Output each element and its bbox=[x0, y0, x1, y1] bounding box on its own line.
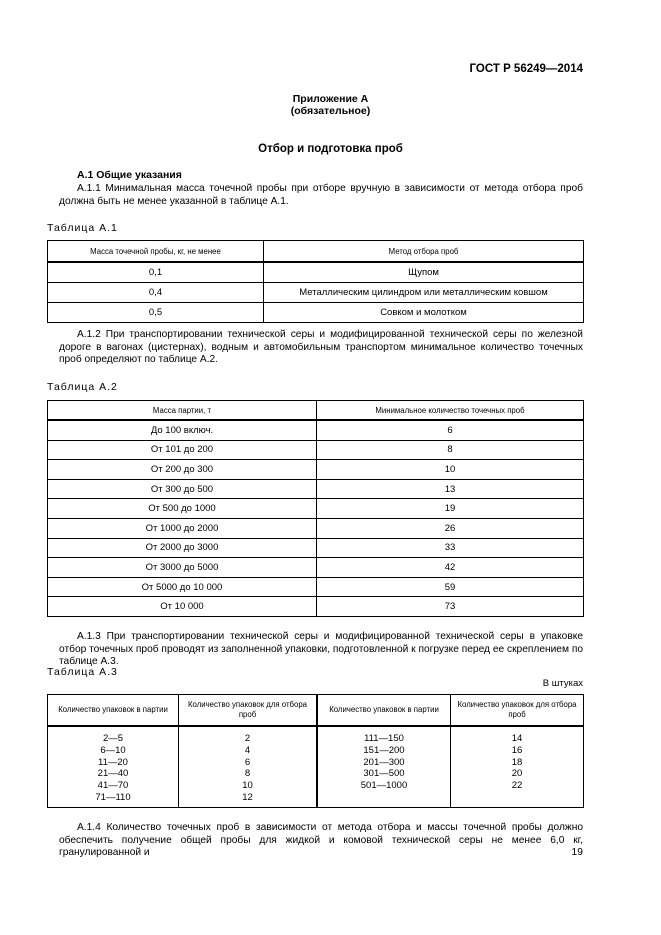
standard-number: ГОСТ Р 56249—2014 bbox=[469, 63, 583, 75]
table-cell: Совком и молотком bbox=[264, 303, 584, 323]
section-heading: А.1 Общие указания bbox=[77, 169, 182, 181]
table-cell: От 1000 до 2000 bbox=[48, 518, 317, 538]
table-a3-caption: Таблица А.3 bbox=[47, 666, 118, 678]
table-a2 bbox=[47, 400, 584, 617]
table-row bbox=[48, 577, 584, 597]
table-row bbox=[48, 538, 584, 558]
table-cell: 19 bbox=[317, 499, 584, 519]
table-cell: 41—70 bbox=[97, 780, 129, 792]
paragraph-a111: А.1.1 Минимальная масса точечной пробы при отборе вручную в зависимости от метода отбора проб должна быть не менее указанной в таблице А.1. bbox=[59, 183, 583, 207]
table-cell: От 101 до 200 bbox=[48, 440, 317, 460]
paragraph-a114: А.1.4 Количество точечных проб в зависимости от метода отбора и массы точечной пробы должно обеспечить получение общей пробы для жидкой и комовой технической серы не менее 6,0 кг, гранулированной и bbox=[59, 822, 583, 859]
table-cell: От 300 до 500 bbox=[48, 479, 317, 499]
table-cell: От 2000 до 3000 bbox=[48, 538, 317, 558]
table-cell: 18 bbox=[511, 756, 523, 768]
table-a3-unit: В штуках bbox=[542, 678, 583, 689]
table-row bbox=[48, 518, 584, 538]
table-cell: 59 bbox=[317, 577, 584, 597]
table-a3-col1 bbox=[48, 726, 179, 807]
table-a3-col2 bbox=[179, 726, 318, 807]
table-cell: 201—300 bbox=[363, 756, 405, 768]
table-row bbox=[48, 479, 584, 499]
table-cell: 21—40 bbox=[97, 768, 129, 780]
table-cell: 42 bbox=[317, 558, 584, 578]
table-cell: 111—150 bbox=[364, 733, 404, 744]
table-header: Количество упаковок в партии bbox=[317, 695, 451, 727]
table-cell: От 10 000 bbox=[48, 597, 317, 617]
table-cell: 73 bbox=[317, 597, 584, 617]
table-a3 bbox=[47, 694, 584, 808]
table-header: Масса партии, т bbox=[48, 401, 317, 421]
table-row bbox=[48, 597, 584, 617]
table-cell: 10 bbox=[317, 460, 584, 480]
table-cell: 13 bbox=[317, 479, 584, 499]
page-title: Отбор и подготовка проб bbox=[258, 143, 403, 155]
table-row bbox=[48, 283, 584, 303]
table-row bbox=[48, 726, 584, 807]
table-cell: 8 bbox=[244, 768, 251, 780]
table-header: Количество упаковок в партии bbox=[48, 695, 179, 727]
table-header: Метод отбора проб bbox=[264, 241, 584, 263]
table-cell: Металлическим цилиндром или металлическим ковшом bbox=[264, 283, 584, 303]
table-row bbox=[48, 460, 584, 480]
table-cell: 20 bbox=[511, 768, 523, 780]
table-header: Количество упаковок для отбора проб bbox=[179, 695, 318, 727]
table-cell: 6 bbox=[244, 756, 251, 768]
table-cell: 151—200 bbox=[363, 744, 405, 756]
table-row bbox=[48, 420, 584, 440]
table-row bbox=[48, 558, 584, 578]
table-cell: Щупом bbox=[264, 262, 584, 283]
table-cell: 2—5 bbox=[102, 733, 124, 744]
table-cell: 501—1000 bbox=[360, 780, 408, 792]
table-cell: От 500 до 1000 bbox=[48, 499, 317, 519]
table-row bbox=[48, 499, 584, 519]
table-cell: 301—500 bbox=[363, 768, 405, 780]
paragraph-a113: А.1.3 При транспортировании технической серы и модифицированной технической серы в упаковке отбор точечных проб проводят из заполненной упаковки, подготовленной к погрузке перед ее скреплением по таблице А.3. bbox=[59, 631, 583, 668]
table-cell: От 5000 до 10 000 bbox=[48, 577, 317, 597]
table-a2-caption: Таблица А.2 bbox=[47, 381, 118, 393]
table-cell: 26 bbox=[317, 518, 584, 538]
table-cell: 6—10 bbox=[100, 744, 126, 756]
table-cell: 2 bbox=[244, 733, 251, 744]
table-a1-caption: Таблица А.1 bbox=[47, 222, 118, 234]
page-number: 19 bbox=[571, 846, 583, 858]
table-cell: До 100 включ. bbox=[48, 420, 317, 440]
appendix-title: Приложение А bbox=[292, 93, 369, 105]
table-header: Минимальное количество точечных проб bbox=[317, 401, 584, 421]
table-row bbox=[48, 440, 584, 460]
table-row bbox=[48, 262, 584, 283]
table-cell: 12 bbox=[242, 791, 253, 803]
table-row bbox=[48, 303, 584, 323]
table-a3-col3 bbox=[317, 726, 451, 807]
table-cell: 22 bbox=[511, 780, 523, 792]
table-cell: 33 bbox=[317, 538, 584, 558]
table-cell: 14 bbox=[511, 733, 523, 744]
table-a1 bbox=[47, 240, 584, 323]
table-cell: 0,5 bbox=[48, 303, 264, 323]
table-cell: 4 bbox=[244, 744, 251, 756]
paragraph-a112: А.1.2 При транспортировании технической серы и модифицированной технической серы по железной дороге в вагонах (цистернах), водным и автомобильным транспортом минимальное количество точечных проб определяют по таблице А.2. bbox=[59, 329, 583, 366]
table-cell: От 3000 до 5000 bbox=[48, 558, 317, 578]
table-cell: 71—110 bbox=[95, 791, 131, 803]
table-cell: 16 bbox=[511, 744, 523, 756]
table-a3-col4 bbox=[451, 726, 584, 807]
table-cell: От 200 до 300 bbox=[48, 460, 317, 480]
table-cell: 0,1 bbox=[48, 262, 264, 283]
table-cell: 8 bbox=[317, 440, 584, 460]
table-cell: 11—20 bbox=[98, 756, 128, 768]
table-cell: 0,4 bbox=[48, 283, 264, 303]
table-header: Количество упаковок для отбора проб bbox=[451, 695, 584, 727]
table-cell: 10 bbox=[242, 780, 253, 792]
table-cell: 6 bbox=[317, 420, 584, 440]
table-header: Масса точечной пробы, кг, не менее bbox=[48, 241, 264, 263]
appendix-status: (обязательное) bbox=[290, 105, 371, 117]
